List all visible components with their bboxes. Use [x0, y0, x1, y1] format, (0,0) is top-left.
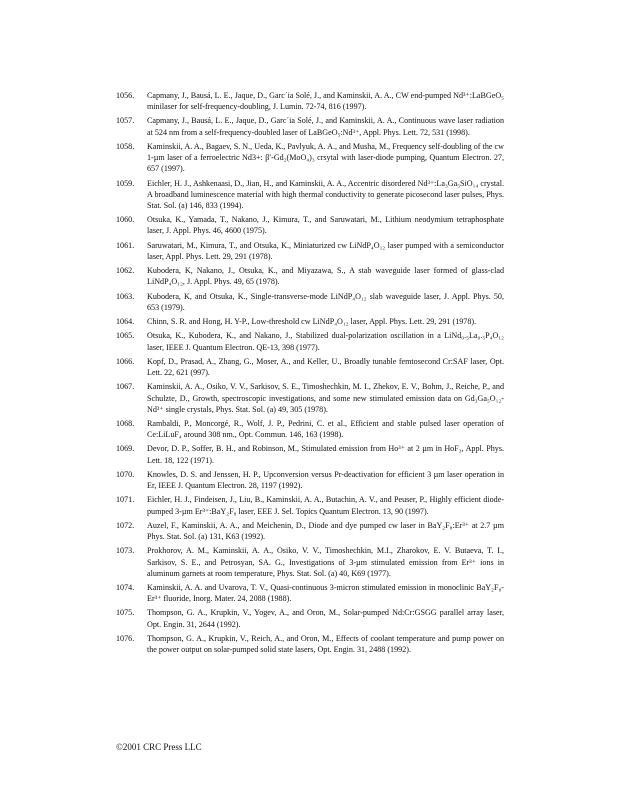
reference-entry	[116, 418, 504, 440]
reference-number: 1061.	[116, 240, 135, 250]
reference-number: 1056.	[116, 91, 135, 100]
reference-entry	[116, 316, 504, 327]
reference-text: Capmany, J., Bausá, L. E., Jaque, D., Garc´ia Solé, J., and Kaminskii, A. A., CW end-pumped Nd³⁺:LaBGeO₅ minilaser for self-frequency-doubling, J. Lumin. 72-74, 816 (1997).	[147, 91, 504, 112]
reference-text: Auzel, F., Kaminskii, A. A., and Meichenin, D., Diode and dye pumped cw laser in BaY₂F₈:Er³⁺ at 2.7 µm Phys. Stat. Sol. (a) 131, K63 (1992).	[147, 520, 504, 542]
reference-number: 1057.	[116, 116, 135, 126]
reference-number: 1067.	[116, 382, 135, 392]
reference-number: 1070.	[116, 469, 135, 479]
reference-text: Prokhorov, A. M., Kaminskii, A. A., Osiko, V. V., Timoshechkin, M.I., Zharokov, E. V. Butaeva, T. I., Sarkisov, S. E., and Petrosyan, SA. G., Investigations of 3-µm stimulated emission from Er³⁺ ions in aluminum garnets at room temperature, Phys. Stat. Sol. (a) 40, K69 (1977).	[147, 546, 504, 578]
reference-entry	[116, 265, 504, 287]
reference-text: Devor, D. P., Soffer, B. H., and Robinson, M., Stimulated emission from Ho³⁺ at 2 µm in HoF₃, Appl. Phys. Lett. 18, 122 (1971).	[147, 444, 504, 465]
reference-text: Chinn, S. R. and Hong, H. Y-P., Low-threshold cw LiNdP₄O₁₂ laser, Appl. Phys. Lett. 29, 291 (1978).	[147, 317, 477, 327]
reference-number: 1068.	[116, 419, 135, 428]
reference-entry	[116, 633, 504, 655]
reference-entry	[116, 494, 504, 516]
reference-text: Rambaldi, P., Moncorgé, R., Wolf, J. P., Pedrini, C. et al., Efficient and stable pulsed laser operation of Ce:LiLuF₄ around 308 nm., Opt. Commun. 146, 163 (1998).	[147, 419, 504, 440]
reference-entry	[116, 545, 504, 578]
reference-number: 1073.	[116, 546, 135, 556]
reference-text: Eichler, H. J., Findeisen, J., Liu, B., Kaminskii, A. A., Butachin, A. V., and Peuser, P., Highly efficient diode-pumped 3-µm Er³⁺:BaY₂F₈ laser, EEE J. Sel. Topics Quantum Electron. 13, 90 (1997).	[147, 495, 504, 516]
reference-text: Capmany, J., Bausá, L. E., Jaque, D., Garc´ia Solé, J., and Kaminskii, A. A., Continuous wave laser radiation at 524 nm from a self-frequency-doubled laser of LaBGeO₅:Nd³⁺, Appl. Phys. Lett. 72, 531 (1998).	[147, 116, 504, 137]
reference-entry	[116, 356, 504, 378]
reference-number: 1062.	[116, 266, 135, 276]
reference-entry	[116, 469, 504, 491]
copyright-footer: ©2001 CRC Press LLC	[116, 742, 202, 752]
reference-number: 1063.	[116, 291, 135, 301]
reference-number: 1069.	[116, 444, 135, 454]
reference-number: 1066.	[116, 356, 135, 366]
reference-text: Kaminskii, A. A., Osiko, V. V., Sarkisov, S. E., Timoshechkin, M. I., Zhekov, E. V., Bohm, J., Reiche, P., and Schulzte, D., Growth, spectroscopic investigations, and some new stimulated emission data on Gd₃Ga₅O₁₂-Nd³⁺ single crystals, Phys. Stat. Sol. (a) 49, 305 (1978).	[147, 382, 504, 414]
reference-number: 1072.	[116, 520, 135, 530]
reference-number: 1071.	[116, 495, 135, 505]
reference-entry	[116, 520, 504, 542]
reference-number: 1076.	[116, 633, 135, 643]
reference-entry	[116, 607, 504, 629]
reference-entry	[116, 141, 504, 174]
reference-number: 1074.	[116, 583, 135, 592]
reference-entry	[116, 178, 504, 211]
reference-text: Kubodera, K, Nakano, J., Otsuka, K., and Miyazawa, S., A stab waveguide laser formed of glass-clad LiNdP₄O₁₂, J. Appl. Phys. 49, 65 (1978).	[147, 266, 504, 287]
reference-text: Thompson, G. A., Krupkin, V., Yogev, A., and Oron, M., Solar-pumped Nd:Cr:GSGG parallel array laser, Opt. Engin. 31, 2644 (1992).	[147, 608, 504, 629]
reference-text: Saruwatari, M., Kimura, T., and Otsuka, K., Miniaturized cw LiNdP₄O₁₂ laser pumped with a semiconductor laser, Appl. Phys. Lett. 29, 291 (1978).	[147, 240, 504, 261]
reference-number: 1065.	[116, 331, 135, 341]
reference-entry	[116, 214, 504, 236]
reference-list	[116, 90, 504, 658]
reference-entry	[116, 291, 504, 313]
reference-text: Thompson, G. A., Krupkin, V., Reich, A., and Oron, M., Effects of coolant temperature and pump power on the power output on solar-pumped solid state lasers, Opt. Engin. 31, 2488 (1992).	[147, 633, 504, 655]
reference-entry	[116, 582, 504, 604]
reference-text: Kopf, D., Prasad, A., Zhang, G., Moser, A., and Keller, U., Broadly tunable femtosecond Cr:SAF laser, Opt. Lett. 22, 621 (997).	[147, 356, 504, 378]
reference-entry	[116, 443, 504, 465]
reference-number: 1075.	[116, 608, 135, 618]
reference-number: 1060.	[116, 215, 135, 225]
reference-entry	[116, 90, 504, 112]
reference-number: 1064.	[116, 317, 135, 327]
reference-entry	[116, 330, 504, 352]
reference-text: Otsuka, K., Kubodera, K., and Nakano, J., Stabilized dual-polarization oscillation in a LiNd₀.₅La₀.₅P₄O₁₂ laser, IEEE J. Quantum Electron. QE-13, 398 (1977).	[147, 331, 504, 352]
reference-text: Eichler, H. J., Ashkenaasi, D., Jian, H., and Kaminskii, A. A., Accentric disordered Nd³⁺:La₃Ga₅SiO₁₄ crystal. A broadband luminescence material with high thermal conductivity to generate picosecond laser pulses, Phys. Stat. Sol. (a) 146, 833 (1994).	[147, 178, 504, 210]
reference-text: Otsuka, K., Yamada, T., Nakano, J., Kimura, T., and Saruwatari, M., Lithium neodymium tetraphosphate laser, J. Appl. Phys. 46, 4600 (1975).	[147, 215, 504, 236]
reference-number: 1058.	[116, 141, 135, 151]
reference-text: Knowles, D. S. and Jenssen, H. P., Upconversion versus Pr-deactivation for efficient 3 µm laser operation in Er, IEEE J. Quantum Electron. 28, 1197 (1992).	[147, 469, 504, 491]
reference-number: 1059.	[116, 178, 135, 188]
reference-text: Kaminskii, A. A. and Uvarova, T. V., Quasi-continuous 3-micron stimulated emission in monoclinic BaY₂F₈-Er³⁺ fluoride, Inorg. Mater. 24, 2088 (1988).	[147, 583, 504, 604]
reference-entry	[116, 115, 504, 137]
reference-text: Kaminskii, A. A., Bagaev, S. N., Ueda, K., Pavlyuk, A. A., and Musha, M., Frequency self-doubling of the cw 1-µm laser of a ferroelectric Nd3+: β′-Gd₂(MoO₄)₃ crsytal with laser-diode pumping, Quantum Electron. 27, 657 (1997).	[147, 141, 504, 174]
reference-entry	[116, 381, 504, 414]
reference-text: Kubodera, K, and Otsuka, K., Single-transverse-mode LiNdP₄O₁₂ slab waveguide laser, J. Appl. Phys. 50, 653 (1979).	[147, 291, 504, 312]
reference-entry	[116, 240, 504, 262]
